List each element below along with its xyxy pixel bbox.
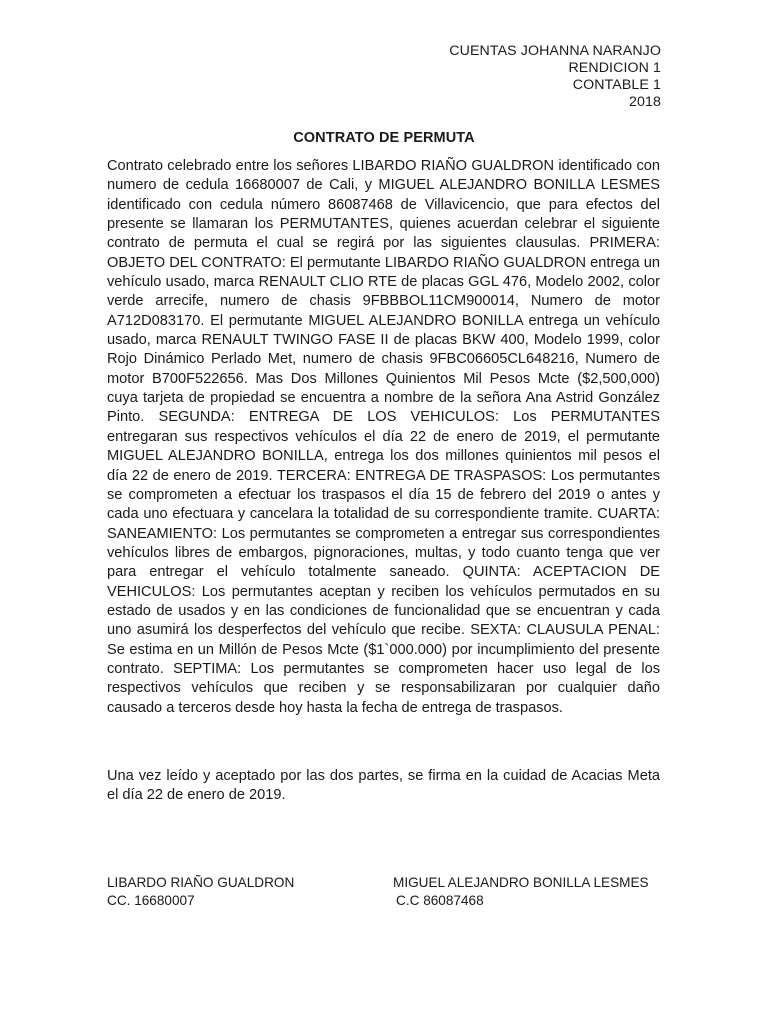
header-block [449, 43, 661, 111]
signature-id-right: C.C 86087468 [396, 892, 484, 908]
header-line-course: CONTABLE 1 [572, 77, 661, 93]
contract-closing: Una vez leído y aceptado por las dos partes, se firma en la cuidad de Acacias Meta el día 22 de enero de 2019. [107, 768, 660, 804]
signature-name-right: MIGUEL ALEJANDRO BONILLA LESMES [393, 875, 649, 890]
header-line-year: 2018 [629, 94, 661, 110]
signature-name-left: LIBARDO RIAÑO GUALDRON [107, 875, 295, 890]
header-line-account: CUENTAS JOHANNA NARANJO [449, 43, 661, 59]
signature-block-right [393, 874, 649, 909]
contract-body: Contrato celebrado entre los señores LIBARDO RIAÑO GUALDRON identificado con numero de cedula 16680007 de Cali, y MIGUEL ALEJANDRO BONILLA LESMES identificado con cedula número 86087468 de Villavicencio, que para efectos del presente se llamaran los PERMUTANTES, quienes acuerdan celebrar el siguiente contrato de permuta el cual se regirá por las siguientes clausulas. PRIMERA: OBJETO DEL CONTRATO: El permutante LIBARDO RIAÑO GUALDRON entrega un vehículo usado, marca RENAULT CLIO RTE de placas GGL 476, Modelo 2002, color verde arrecife, numero de chasis 9FBBBOL11CM900014, Numero de motor A712D083170. El permutante MIGUEL ALEJANDRO BONILLA entrega un vehículo usado, marca RENAULT TWINGO FASE II de placas BKW 400, Modelo 1999, color Rojo Dinámico Perlado Met, numero de chasis 9FBC06605CL648216, Numero de motor B700F522656. Mas Dos Millones Quinientos Mil Pesos Mcte ($2,500,000) cuya tarjeta de propiedad se encuentra a nombre de la señora Ana Astrid González Pinto. SEGUNDA: ENTREGA DE LOS VEHICULOS: Los PERMUTANTES entregaran sus respectivos vehículos el día 22 de enero de 2019, el permutante MIGUEL ALEJANDRO BONILLA, entrega los dos millones quinientos mil pesos el día 22 de enero de 2019. TERCERA: ENTREGA DE TRASPASOS: Los permutantes se comprometen a efectuar los traspasos el día 15 de febrero del 2019 o antes y cada uno efectuara y cancelara la totalidad de su correspondiente tramite. CUARTA: SANEAMIENTO: Los permutantes se comprometen a entregar sus correspondientes vehículos libres de embargos, pignoraciones, multas, y todo cuanto tenga que ver para entregar el vehículo totalmente saneado. QUINTA: ACEPTACION DE VEHICULOS: Los permutantes aceptan y reciben los vehículos permutados en su estado de usados y en las condiciones de funcionalidad que se encuentran y cada uno asumirá los desperfectos del vehículo que recibe. SEXTA: CLAUSULA PENAL: Se estima en un Millón de Pesos Mcte ($1`000.000) por incumplimiento del presente contrato. SEPTIMA: Los permutantes se comprometen hacer uso legal de los respectivos vehículos que reciben y se responsabilizaran por cualquier daño causado a terceros desde hoy hasta la fecha de entrega de traspasos. [107, 158, 660, 716]
signature-block-left [107, 874, 294, 909]
signature-id-left: CC. 16680007 [107, 892, 195, 908]
header-line-rendition: RENDICION 1 [568, 60, 661, 76]
document-title: CONTRATO DE PERMUTA [293, 130, 475, 146]
